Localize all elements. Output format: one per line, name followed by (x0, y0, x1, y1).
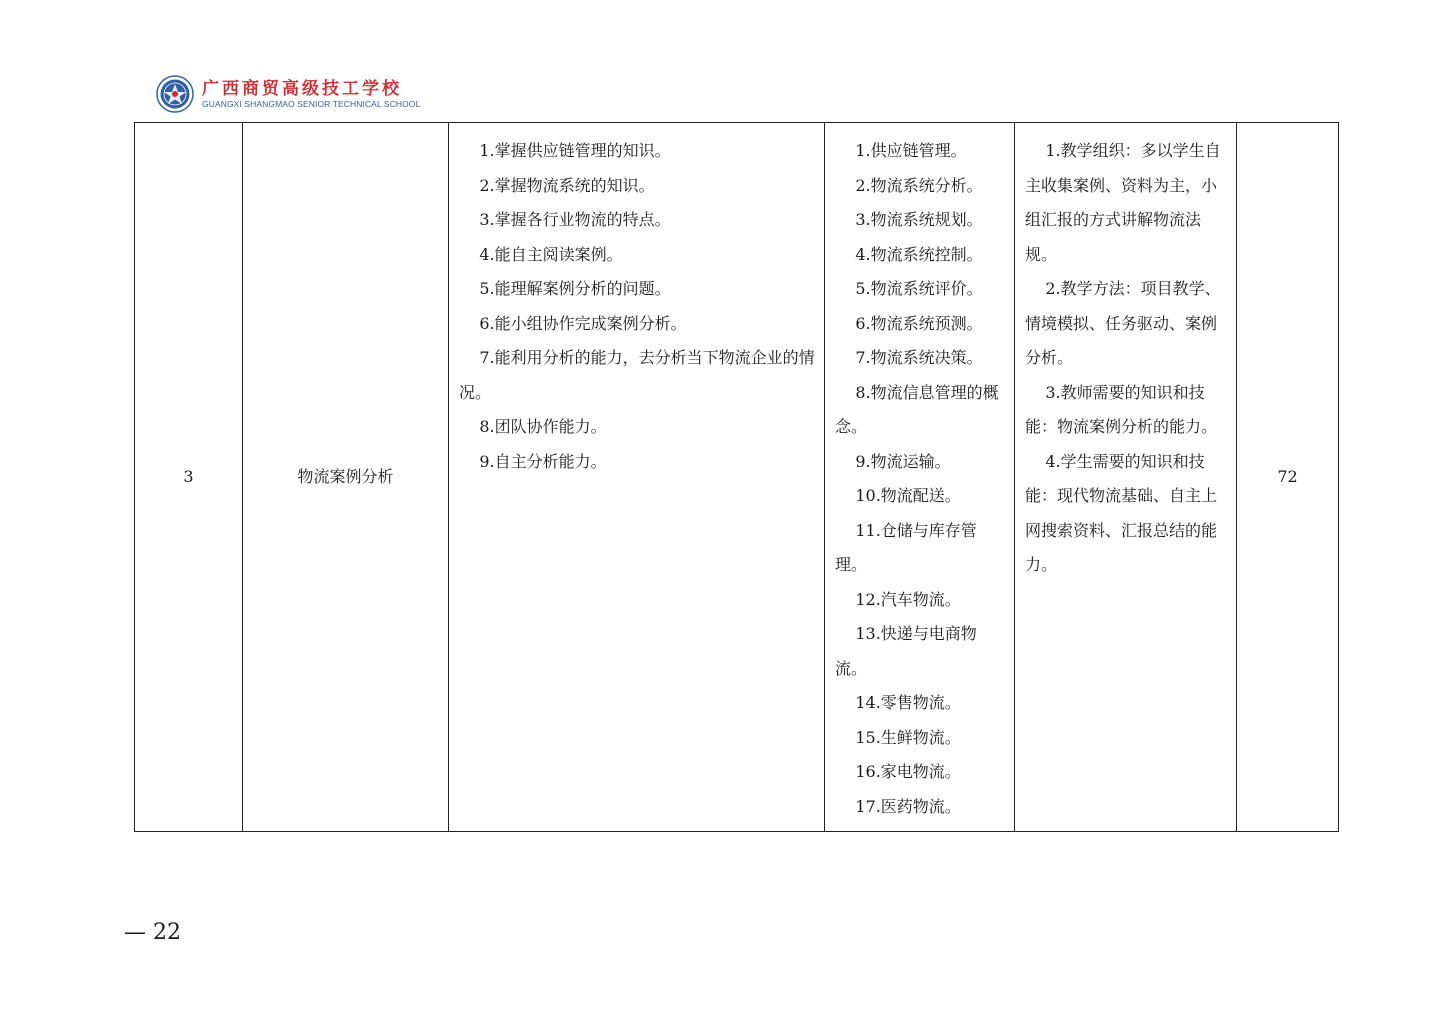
objective-item: 4.能自主阅读案例。 (479, 244, 623, 264)
content-item: 3.物流系统规划。 (855, 210, 983, 229)
content-item: 7.物流系统决策。 (855, 348, 983, 367)
objective-item: 6.能小组协作完成案例分析。 (479, 313, 687, 333)
school-name-cn: 广西商贸高级技工学校 (202, 78, 402, 99)
content-item: 8.物流信息管理的概念。 (835, 382, 999, 436)
objective-item: 8.团队协作能力。 (479, 417, 607, 436)
content-item: 4.物流系统控制。 (855, 244, 983, 264)
content-item: 2.物流系统分析。 (855, 175, 983, 195)
school-header (156, 74, 420, 114)
page-number: — 22 (124, 920, 181, 945)
hours-cell (1237, 123, 1339, 832)
course-name: 物流案例分析 (297, 466, 394, 486)
content-item: 14.零售物流。 (855, 693, 961, 712)
content-item: 17.医药物流。 (855, 796, 961, 816)
teaching-item: 3.教师需要的知识和技能：物流案例分析的能力。 (1025, 382, 1218, 436)
row-index-cell (135, 123, 243, 832)
content-item: 5.物流系统评价。 (855, 279, 983, 298)
row-index: 3 (183, 466, 194, 486)
teaching-cell (1015, 123, 1237, 832)
contents-cell (825, 123, 1015, 832)
teaching-item: 4.学生需要的知识和技能：现代物流基础、自主上网搜索资料、汇报总结的能力。 (1025, 451, 1218, 574)
objective-item: 7.能利用分析的能力，去分析当下物流企业的情况。 (459, 348, 815, 402)
school-name-en: GUANGXI SHANGMAO SENIOR TECHNICAL SCHOOL (202, 98, 421, 109)
school-emblem-icon (156, 75, 194, 113)
teaching-item: 2.教学方法：项目教学、情境模拟、任务驱动、案例分析。 (1025, 279, 1221, 367)
content-item: 6.物流系统预测。 (855, 313, 983, 333)
school-name-block (202, 79, 420, 110)
course-name-cell (243, 123, 449, 832)
content-item: 13.快递与电商物流。 (835, 624, 977, 678)
content-item: 9.物流运输。 (855, 451, 951, 471)
objective-item: 9.自主分析能力。 (479, 451, 607, 471)
content-item: 12.汽车物流。 (855, 589, 961, 609)
content-item: 16.家电物流。 (855, 762, 961, 781)
objective-item: 1.掌握供应链管理的知识。 (479, 141, 671, 160)
course-table (134, 122, 1339, 832)
table-row (135, 123, 1339, 832)
objective-item: 5.能理解案例分析的问题。 (479, 279, 671, 298)
content-item: 15.生鲜物流。 (855, 727, 961, 747)
objectives-cell (449, 123, 825, 832)
content-item: 10.物流配送。 (855, 486, 961, 505)
objective-item: 2.掌握物流系统的知识。 (479, 175, 655, 195)
objective-item: 3.掌握各行业物流的特点。 (479, 210, 671, 229)
course-hours: 72 (1277, 466, 1298, 486)
content-item: 11.仓储与库存管理。 (835, 520, 977, 574)
teaching-item: 1.教学组织：多以学生自主收集案例、资料为主，小组汇报的方式讲解物流法规。 (1025, 141, 1221, 264)
content-item: 1.供应链管理。 (855, 141, 967, 160)
